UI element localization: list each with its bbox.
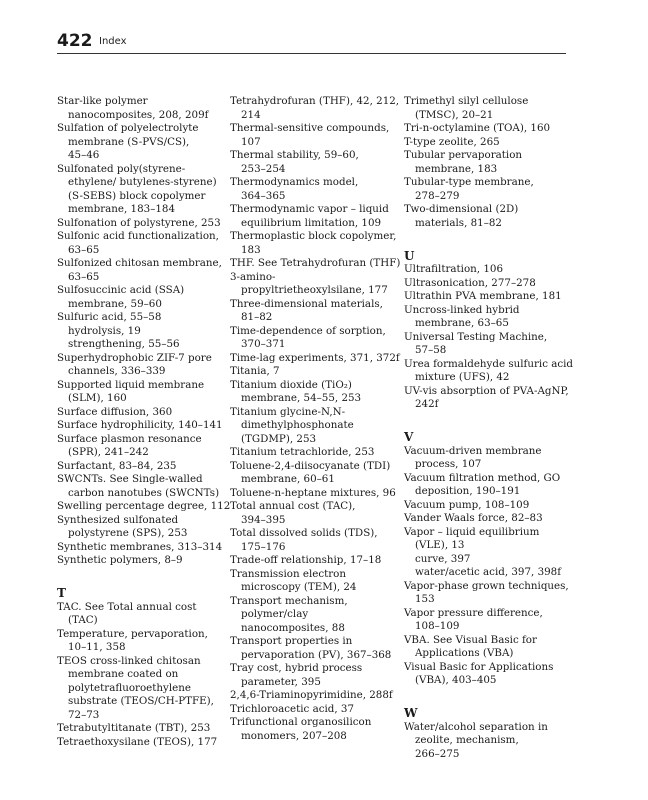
index-subline: polymer/clay [241, 608, 309, 620]
index-entry: Visual Basic for Applications [404, 660, 554, 673]
index-subline: 214 [241, 108, 261, 121]
index-entry: SWCNTs. See Single-walled [57, 473, 203, 485]
index-subline: (TAC) [68, 614, 98, 626]
spacer [404, 688, 574, 702]
index-entry: THF. See Tetrahydrofuran (THF) [230, 257, 401, 269]
section-letter: T [57, 586, 66, 600]
index-entry: Tetrahydrofuran (THF), 42, 212, [230, 95, 400, 107]
index-entry: Vapor pressure difference, [404, 606, 543, 619]
index-entry: Thermal-sensitive compounds, [230, 122, 390, 134]
section-letter: V [404, 430, 414, 444]
index-subline: Applications (VBA) [415, 647, 514, 659]
index-subline: 278–279 [415, 189, 460, 202]
index-entry: Tray cost, hybrid process [230, 662, 363, 674]
index-subline: 266–275 [415, 747, 460, 760]
index-subline: water/acetic acid, 397, 398f [415, 566, 562, 578]
index-entry: Sulfonation of polystyrene, 253 [57, 216, 221, 229]
index-subline: curve, 397 [415, 552, 471, 565]
index-entry: UV-vis absorption of PVA-AgNP, [404, 384, 569, 397]
index-entry: Trimethyl silyl cellulose [404, 95, 529, 107]
index-subline: zeolite, mechanism, [415, 734, 519, 746]
index-entry: Tubular pervaporation [404, 149, 523, 161]
index-subline: 370–371 [241, 338, 286, 350]
index-subline: equilibrium limitation, 109 [241, 216, 382, 229]
index-subline: parameter, 395 [241, 675, 321, 688]
index-subline: hydrolysis, 19 [68, 324, 141, 337]
index-subline: 175–176 [241, 540, 286, 553]
index-subline: 394–395 [241, 513, 286, 526]
index-entry: Sulfation of polyelectrolyte [57, 122, 199, 134]
index-subline: (SLM), 160 [68, 392, 127, 404]
index-subline: 153 [415, 593, 435, 605]
index-subline: channels, 336–339 [68, 365, 166, 377]
index-column-2 [230, 95, 400, 743]
index-subline: 10–11, 358 [68, 641, 126, 653]
index-entry: TEOS cross-linked chitosan [57, 654, 201, 667]
spacer [404, 412, 574, 426]
index-subline: 72–73 [68, 708, 100, 721]
index-subline: (TGDMP), 253 [241, 432, 317, 445]
index-entry: Two-dimensional (2D) [404, 203, 519, 215]
index-subline: 63–65 [68, 243, 100, 256]
index-subline: nanocomposites, 88 [241, 621, 345, 634]
index-entry: Tetrabutyltitanate (TBT), 253 [57, 722, 211, 734]
index-entry: VBA. See Visual Basic for [404, 633, 537, 646]
index-subline: membrane coated on [68, 668, 179, 680]
index-subline: 183 [241, 243, 261, 256]
index-entry: Swelling percentage degree, 112 [57, 500, 231, 512]
index-entry: Transmission electron [230, 567, 347, 580]
index-entry: Trade-off relationship, 17–18 [230, 554, 382, 566]
index-subline: (SPR), 241–242 [68, 446, 149, 458]
index-entry: Transport mechanism, [230, 594, 348, 607]
index-subline: 253–254 [241, 162, 286, 175]
index-subline: (VBA), 403–405 [415, 674, 497, 686]
index-subline: pervaporation (PV), 367–368 [241, 648, 392, 661]
index-subline: strengthening, 55–56 [68, 338, 180, 350]
header-rule [57, 53, 566, 54]
index-entry: T-type zeolite, 265 [404, 135, 500, 148]
index-subline: 364–365 [241, 189, 286, 202]
spacer [57, 568, 225, 582]
index-entry: Vapor – liquid equilibrium [404, 525, 540, 538]
index-entry: Transport properties in [230, 635, 353, 647]
index-entry: Vacuum pump, 108–109 [404, 498, 530, 511]
index-subline: dimethylphosphonate [241, 419, 354, 431]
index-entry: Water/alcohol separation in [404, 720, 548, 733]
section-letter: W [404, 706, 418, 720]
index-entry: Sulfuric acid, 55–58 [57, 311, 162, 323]
index-subline: 45–46 [68, 149, 100, 161]
index-entry: Temperature, pervaporation, [57, 627, 208, 640]
index-subline: 107 [241, 135, 261, 148]
index-entry: TAC. See Total annual cost [57, 600, 197, 613]
spacer [404, 230, 574, 244]
index-entry: Superhydrophobic ZIF-7 pore [57, 351, 212, 364]
index-column-3 [404, 95, 574, 761]
index-column-1 [57, 95, 231, 749]
index-entry: 3-amino- [230, 270, 276, 283]
index-subline: deposition, 190–191 [415, 485, 521, 497]
index-entry: Surface diffusion, 360 [57, 405, 173, 418]
index-subline: 63–65 [68, 270, 100, 283]
index-entry: Surfactant, 83–84, 235 [57, 459, 177, 472]
index-entry: Tetraethoxysilane (TEOS), 177 [57, 735, 218, 748]
index-subline: microscopy (TEM), 24 [241, 581, 357, 593]
index-entry: Ultrafiltration, 106 [404, 263, 503, 275]
index-entry: Trichloroacetic acid, 37 [230, 702, 355, 715]
index-subline: materials, 81–82 [415, 216, 502, 229]
index-entry: Thermodynamic vapor – liquid [230, 203, 389, 215]
index-subline: carbon nanotubes (SWCNTs) [68, 486, 220, 499]
index-entry: Surface hydrophilicity, 140–141 [57, 419, 223, 431]
index-subline: process, 107 [415, 458, 482, 470]
section-letter: U [404, 248, 415, 263]
index-entry: Titanium glycine-N,N- [230, 405, 346, 418]
index-entry: Vapor-phase grown techniques, [404, 579, 569, 592]
index-subline: membrane, 54–55, 253 [241, 392, 362, 404]
index-subline: polytetrafluoroethylene [68, 681, 191, 694]
index-entry: Thermal stability, 59–60, [230, 149, 359, 161]
index-subline: 242f [415, 398, 439, 410]
index-entry: Titanium tetrachloride, 253 [230, 446, 375, 458]
index-subline: (S-SEBS) block copolymer [68, 189, 206, 202]
index-entry: Uncross-linked hybrid [404, 303, 520, 316]
index-entry: Toluene-2,4-diisocyanate (TDI) [230, 459, 391, 472]
index-entry: Thermoplastic block copolymer, [230, 230, 397, 242]
index-subline: (VLE), 13 [415, 539, 465, 551]
index-entry: Star-like polymer [57, 95, 148, 107]
index-entry: Time-dependence of sorption, [230, 324, 386, 337]
index-subline: membrane (S-PVS/CS), [68, 135, 190, 148]
index-subline: ethylene/ butylenes-styrene) [68, 176, 217, 188]
index-entry: Three-dimensional materials, [230, 297, 383, 310]
index-subline: 108–109 [415, 620, 460, 632]
index-entry: Tri-n-octylamine (TOA), 160 [404, 122, 551, 134]
index-entry: Vacuum-driven membrane [404, 444, 542, 457]
index-entry: Titania, 7 [230, 365, 280, 377]
running-head: Index [99, 36, 127, 47]
index-entry: Sulfonized chitosan membrane, [57, 257, 222, 269]
index-subline: nanocomposites, 208, 209f [68, 108, 209, 121]
index-subline: 81–82 [241, 311, 273, 323]
index-entry: Total annual cost (TAC), [230, 500, 356, 512]
index-entry: Sulfonated poly(styrene- [57, 162, 186, 175]
index-subline: membrane, 60–61 [241, 473, 335, 485]
index-subline: substrate (TEOS/CH-PTFE), [68, 695, 214, 707]
index-entry: Vacuum filtration method, GO [404, 471, 561, 484]
index-entry: 2,4,6-Triaminopyrimidine, 288f [230, 689, 393, 701]
index-subline: monomers, 207–208 [241, 729, 347, 742]
index-entry: Vander Waals force, 82–83 [404, 512, 543, 524]
index-entry: Titanium dioxide (TiO₂) [230, 378, 352, 391]
index-entry: Toluene-n-heptane mixtures, 96 [230, 486, 396, 499]
index-subline: polystyrene (SPS), 253 [68, 527, 188, 539]
index-entry: Thermodynamics model, [230, 176, 359, 188]
index-entry: Ultrathin PVA membrane, 181 [404, 290, 562, 302]
index-entry: Universal Testing Machine, [404, 330, 548, 343]
index-subline: membrane, 183 [415, 162, 498, 175]
index-entry: Total dissolved solids (TDS), [230, 527, 378, 539]
index-subline: mixture (UFS), 42 [415, 371, 510, 383]
index-entry: Sulfosuccinic acid (SSA) [57, 284, 185, 296]
index-subline: membrane, 63–65 [415, 317, 509, 329]
index-entry: Ultrasonication, 277–278 [404, 276, 536, 289]
index-entry: Surface plasmon resonance [57, 432, 202, 445]
index-entry: Trifunctional organosilicon [230, 716, 372, 728]
index-subline: membrane, 183–184 [68, 203, 176, 215]
index-subline: (TMSC), 20–21 [415, 108, 494, 121]
index-entry: Synthesized sulfonated [57, 513, 179, 526]
index-subline: membrane, 59–60 [68, 297, 162, 310]
index-subline: 57–58 [415, 344, 447, 356]
index-entry: Sulfonic acid functionalization, [57, 230, 219, 242]
index-entry: Urea formaldehyde sulfuric acid [404, 357, 574, 370]
index-subline: propyltrietheoxylsilane, 177 [241, 284, 388, 296]
index-entry: Synthetic membranes, 313–314 [57, 540, 223, 553]
index-entry: Time-lag experiments, 371, 372f [230, 351, 400, 364]
index-entry: Supported liquid membrane [57, 378, 205, 391]
index-entry: Tubular-type membrane, [404, 176, 534, 188]
index-entry: Synthetic polymers, 8–9 [57, 554, 183, 566]
page-header [57, 30, 566, 56]
page-number: 422 [57, 31, 93, 51]
